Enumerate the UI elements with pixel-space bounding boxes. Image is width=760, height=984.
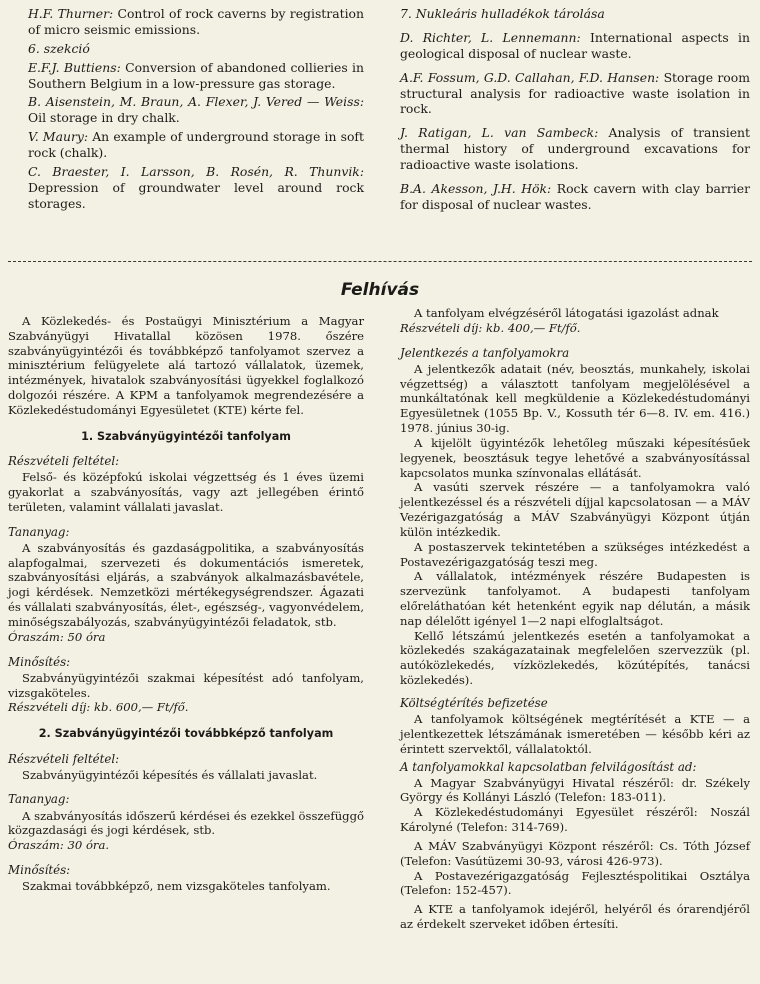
info-heading: A tanfolyamokkal kapcsolatban felvilágosítást ad: — [400, 759, 697, 774]
info-paragraph: A MÁV Szabványügyi Központ részéről: Cs. Tóth József (Telefon: Vasútüzemi 30-93, városi 426-973). — [400, 838, 750, 868]
application-paragraph: A postaszervek tekintetében a szükséges intézkedést a Postavezérigazgatóság teszi meg. — [400, 539, 750, 569]
info-paragraph: A Közlekedéstudományi Egyesület részéről: Noszál Károlyné (Telefon: 314-769). — [400, 805, 750, 835]
qualification-heading: Minősítés: — [8, 654, 71, 669]
cost-paragraph: A tanfolyamok költségének megtérítését a KTE — a jelentkezettek létszámának ismeretében — később kéri az érintett szervektől, vállalatoktól. — [400, 712, 750, 756]
info-paragraph: A Magyar Szabványügyi Hivatal részéről: dr. Székely György és Kollányi László (Telefon: 183-011). — [400, 775, 750, 805]
requirement-heading: Részvételi feltétel: — [8, 454, 120, 469]
qualification-text: Szabványügyintézői szakmai képesítést adó tanfolyam, vizsgaköteles. — [8, 670, 364, 700]
intro-paragraph: A Közlekedés- és Postaügyi Minisztérium a Magyar Szabványügyi Hivatallal közösen 1978. őszére szabványügyintézői és továbbképző tanfolyamot szervez a minisztérium felügyelete alá tartozó vállalatok, üzemek, intézmények, hivatalok szabványosítási ügyekkel foglalkozó dolgozói részére. A KPM a tanfolyamok megrendezésére a Közlekedéstudományi Egyesületet (KTE) kérte fel. — [8, 314, 364, 417]
page-title: Felhívás — [340, 280, 420, 300]
top-left-column — [28, 6, 364, 215]
paper-entry: A.F. Fossum, G.D. Callahan, F.D. Hansen: Storage room structural analysis for radioactive waste isolation in rock. — [400, 69, 750, 117]
top-right-column — [400, 6, 750, 216]
paper-entry: E.F.J. Buttiens: Conversion of abandoned collieries in Southern Belgium in a low-pressure gas storage. — [28, 59, 364, 91]
left-column — [8, 314, 364, 894]
final-paragraph: A KTE a tanfolyamok idejéről, helyéről és órarendjéről az érdekelt szerveket időben értesíti. — [400, 902, 750, 932]
requirement-heading: Részvételi feltétel: — [8, 751, 120, 766]
fee-text: Részvételi díj: kb. 400,— Ft/fő. — [400, 320, 581, 335]
application-heading: Jelentkezés a tanfolyamokra — [400, 345, 570, 360]
paper-entry: D. Richter, L. Lennemann: International aspects in geological disposal of nuclear waste. — [400, 29, 750, 61]
cost-heading: Költségtérítés befizetése — [400, 695, 548, 710]
application-paragraph: A vállalatok, intézmények részére Budapesten is szervezünk tanfolyamot. A budapesti tanfolyam előreláthatóan két hetenként egyik nap délután, a másik nap délelőtt igényel 1—2 napi elfoglaltságot. — [400, 569, 750, 628]
fee-text: Részvételi díj: kb. 600,— Ft/fő. — [8, 700, 189, 715]
curriculum-heading: Tananyag: — [8, 792, 70, 807]
paper-entry: B.A. Akesson, J.H. Hök: Rock cavern with clay barrier for disposal of nuclear wastes. — [400, 180, 750, 212]
qualification-text: Szakmai továbbképző, nem vizsgaköteles tanfolyam. — [22, 879, 331, 894]
curriculum-heading: Tananyag: — [8, 524, 70, 539]
section-divider — [8, 261, 752, 262]
curriculum-text: A szabványosítás időszerű kérdései és ezekkel összefüggő közgazdasági és jogi kérdések, stb. — [8, 808, 364, 838]
qualification-heading: Minősítés: — [8, 863, 71, 877]
paper-entry: H.F. Thurner: Control of rock caverns by registration of micro seismic emissions. — [28, 6, 364, 37]
application-paragraph: A vasúti szervek részére — a tanfolyamokra való jelentkezéssel és a részvételi díjjal kapcsolatosan — a MÁV Vezérigazgatóság a MÁV Szabványügyi Központ útján külön intézkedik. — [400, 480, 750, 539]
application-paragraph: Kellő létszámú jelentkezés esetén a tanfolyamokat a közlekedés szakágazatainak megfelelően szervezzük (pl. autóközlekedés, vízközlekedés, közútépítés, tanácsi közlekedés). — [400, 628, 750, 688]
section-heading: 6. szekció — [28, 40, 90, 56]
paper-entry: J. Ratigan, L. van Sambeck: Analysis of transient thermal history of underground excavations for radioactive waste isolations. — [400, 125, 750, 172]
hours-text: Óraszám: 30 óra. — [8, 838, 110, 853]
application-paragraph: A jelentkezők adatait (név, beosztás, munkahely, iskolai végzettség) a választott tanfolyam megjelölésével a munkáltatónak kell megküldenie a Közlekedéstudományi Egyesületnek (1055 Bp. V., Kossuth tér 6—8. IV. em. 416.) 1978. június 30-ig. — [400, 361, 750, 436]
paper-entry: C. Braester, I. Larsson, B. Rosén, R. Thunvik: Depression of groundwater level around rock storages. — [28, 163, 364, 211]
course-2-title: 2. Szabványügyintézői továbbképző tanfolyam — [38, 727, 334, 741]
requirement-text: Felső- és középfokú iskolai végzettség és 1 éves üzemi gyakorlat a szabványosítás, vagy azt jellegében érintő területen, valamint vállalati javaslat. — [8, 470, 364, 514]
paper-entry: B. Aisenstein, M. Braun, A. Flexer, J. Vered — Weiss: Oil storage in dry chalk. — [28, 94, 364, 126]
paper-entry: V. Maury: An example of underground storage in soft rock (chalk). — [28, 129, 364, 160]
application-paragraph: A kijelölt ügyintézők lehetőleg műszaki képesítésűek legyenek, beosztásuk tegye lehetővé a szabványosítással kapcsolatos munka színvonalas ellátását. — [400, 435, 750, 480]
certificate-text: A tanfolyam elvégzéséről látogatási igazolást adnak — [414, 306, 719, 320]
curriculum-text: A szabványosítás és gazdaságpolitika, a szabványosítás alapfogalmai, szervezeti és dokumentációs ismeretek, szabványosítási eljárás, a szabványok alkalmazásbavétele, jogi kérdések. Nemzetközi mértékegységrendszer. Ágazati és vállalati szabványosítás, élet-, egészség-, vagyonvédelem, minőségszabályozás, szabványügyintézői feladatok, stb. — [8, 540, 364, 629]
section-heading: 7. Nukleáris hulladékok tárolása — [400, 6, 605, 21]
info-paragraph: A Postavezérigazgatóság Fejlesztéspolitikai Osztálya (Telefon: 152-457). — [400, 868, 750, 898]
course-1-title: 1. Szabványügyintézői tanfolyam — [81, 429, 291, 443]
hours-text: Óraszám: 50 óra — [8, 629, 106, 644]
requirement-text: Szabványügyintézői képesítés és vállalati javaslat. — [22, 767, 318, 782]
right-column — [400, 306, 750, 932]
